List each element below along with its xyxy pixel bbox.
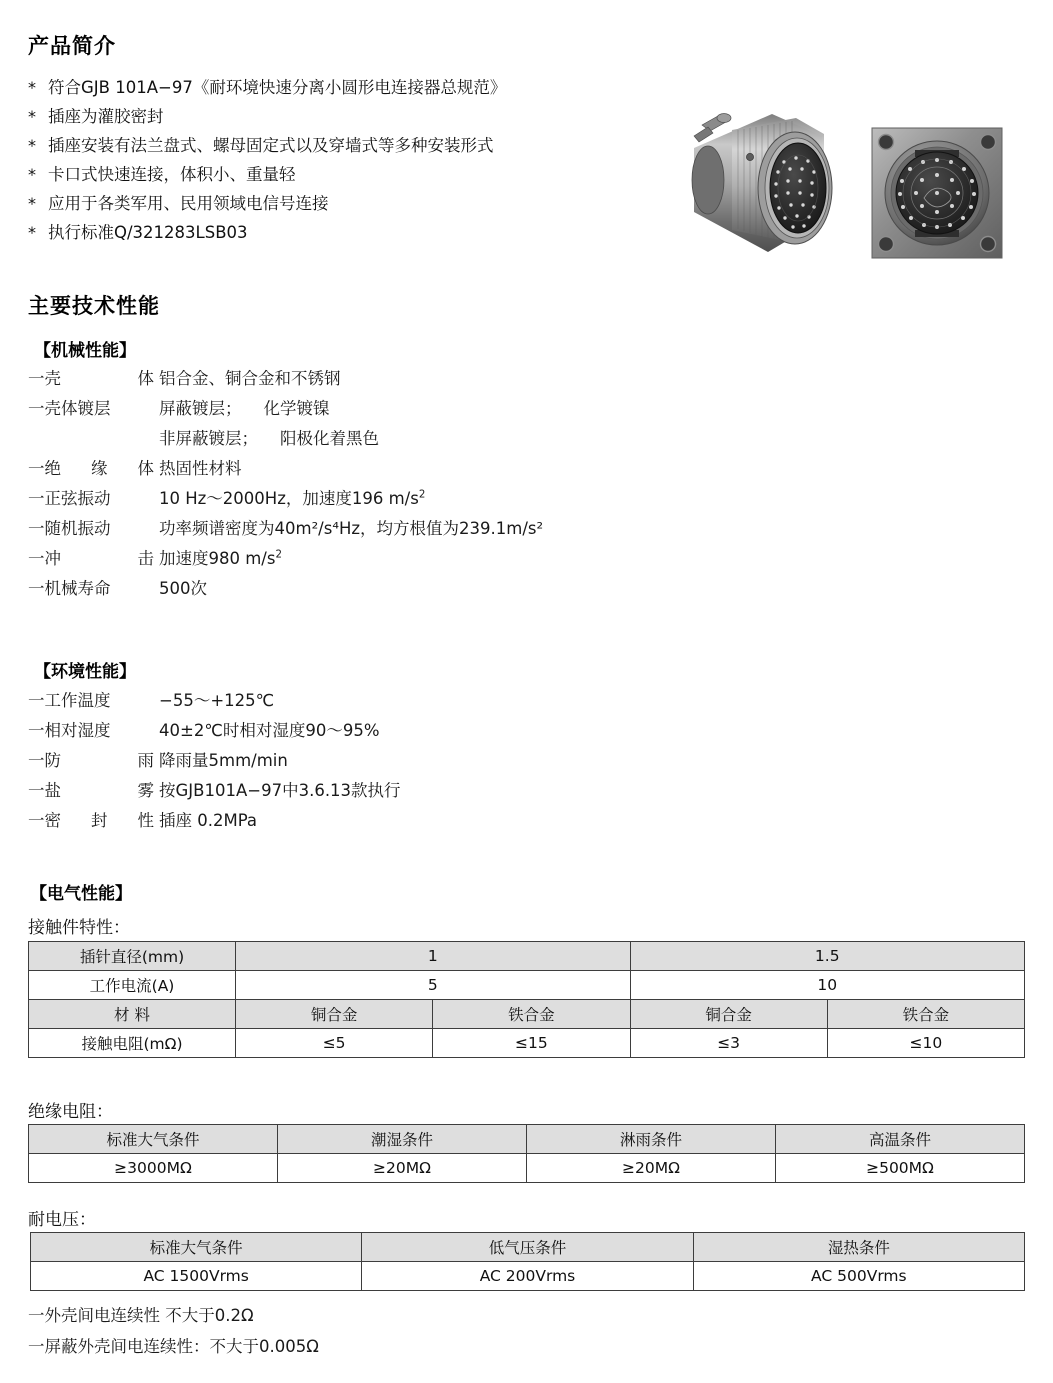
- table-header-cell: 工作电流(A): [29, 971, 236, 1000]
- spec-label: 一盐 雾: [28, 781, 154, 800]
- table-header-cell: 低气压条件: [362, 1233, 693, 1262]
- table-cell: ≤15: [433, 1029, 630, 1058]
- table-header-cell: 潮湿条件: [278, 1125, 527, 1154]
- spec-row: [28, 806, 401, 836]
- spec-label: 一随机振动: [28, 519, 111, 538]
- table-cell: AC 500Vrms: [693, 1262, 1024, 1291]
- table-row: [29, 1125, 1025, 1154]
- bullet-text: 符合GJB 101A−97《耐环境快速分离小圆形电连接器总规范》: [48, 78, 507, 97]
- table-row: [31, 1262, 1025, 1291]
- table-cell: ≤3: [630, 1029, 827, 1058]
- contact-characteristics-label: 接触件特性：: [28, 918, 130, 938]
- list-item: [28, 160, 648, 189]
- spec-value: 加速度980 $m/s^2$: [159, 549, 282, 568]
- table-cell: 1: [236, 942, 631, 971]
- spec-label: 一壳体镀层: [28, 399, 111, 418]
- spec-value: 热固性材料: [159, 459, 242, 478]
- table-cell: ≥20MΩ: [527, 1154, 776, 1183]
- spec-value: 500次: [159, 579, 207, 598]
- spec-value: 铝合金、铜合金和不锈钢: [159, 369, 341, 388]
- spec-label: 一相对湿度: [28, 721, 111, 740]
- spec-value: 按GJB101A−97中3.6.13款执行: [159, 781, 401, 800]
- subsection-title-environmental: 【环境性能】: [34, 662, 136, 682]
- bullet-star-icon: *: [28, 78, 36, 97]
- spec-label: 一冲 击: [28, 549, 154, 568]
- insulation-resistance-table: [28, 1124, 1025, 1183]
- spec-value: 40±2℃时相对湿度90～95%: [159, 721, 380, 740]
- spec-row: [28, 574, 543, 604]
- spec-value: −55～+125℃: [159, 691, 275, 710]
- table-row: [31, 1233, 1025, 1262]
- table-header-cell: 插针直径(mm): [29, 942, 236, 971]
- spec-row: [28, 394, 543, 424]
- bullet-text: 插座为灌胶密封: [48, 107, 164, 126]
- bullet-star-icon: *: [28, 136, 36, 155]
- section-title-technical: 主要技术性能: [28, 294, 160, 318]
- subsection-title-electrical: 【电气性能】: [30, 884, 132, 904]
- list-item: [28, 189, 648, 218]
- connector-photos-svg: [672, 100, 1042, 270]
- table-header-cell: 淋雨条件: [527, 1125, 776, 1154]
- table-row: [29, 971, 1025, 1000]
- spec-row: [28, 716, 401, 746]
- spec-row: [28, 514, 543, 544]
- connector-plug-photo: [692, 114, 832, 253]
- spec-row: [28, 424, 543, 454]
- table-cell: 10: [630, 971, 1025, 1000]
- bullet-text: 插座安装有法兰盘式、螺母固定式以及穿墙式等多种安装形式: [48, 136, 494, 155]
- spec-value: 屏蔽镀层； 化学镀镍: [159, 399, 330, 418]
- table-cell: 5: [236, 971, 631, 1000]
- list-item: [28, 102, 648, 131]
- table-cell: ≥20MΩ: [278, 1154, 527, 1183]
- insulation-resistance-label: 绝缘电阻：: [28, 1102, 113, 1122]
- subsection-title-mechanical: 【机械性能】: [34, 341, 136, 361]
- bullet-text: 卡口式快速连接，体积小、重量轻: [48, 165, 296, 184]
- spec-label: 一壳 体: [28, 369, 154, 388]
- table-header-cell: 标准大气条件: [29, 1125, 278, 1154]
- table-cell: 铜合金: [630, 1000, 827, 1029]
- spec-label: 一正弦振动: [28, 489, 111, 508]
- table-row: [29, 942, 1025, 971]
- table-header-cell: 材 料: [29, 1000, 236, 1029]
- table-cell: 铜合金: [236, 1000, 433, 1029]
- list-item: [28, 73, 648, 102]
- table-row: [29, 1000, 1025, 1029]
- bullet-text: 应用于各类军用、民用领域电信号连接: [48, 194, 329, 213]
- note-line: 一屏蔽外壳间电连续性：不大于0.005Ω: [28, 1337, 319, 1356]
- list-item: [28, 131, 648, 160]
- spec-value: 插座 0.2MPa: [159, 811, 258, 830]
- spec-row: [28, 364, 543, 394]
- environmental-spec-list: [28, 686, 401, 836]
- table-cell: ≤5: [236, 1029, 433, 1058]
- bullet-star-icon: *: [28, 194, 36, 213]
- bullet-text: 执行标准Q/321283LSB03: [48, 223, 248, 242]
- spec-row: [28, 454, 543, 484]
- spec-value: 10 Hz～2000Hz，加速度196 $m/s^2$: [159, 489, 426, 508]
- withstand-voltage-table: [30, 1232, 1025, 1291]
- spec-value: 非屏蔽镀层； 阳极化着黑色: [159, 429, 379, 448]
- table-cell: ≥3000MΩ: [29, 1154, 278, 1183]
- table-cell: AC 1500Vrms: [31, 1262, 362, 1291]
- table-cell: 1.5: [630, 942, 1025, 971]
- table-header-cell: 接触电阻(mΩ): [29, 1029, 236, 1058]
- spec-label: 一工作温度: [28, 691, 111, 710]
- bullet-star-icon: *: [28, 223, 36, 242]
- spec-label: [28, 424, 154, 454]
- bullet-star-icon: *: [28, 107, 36, 126]
- spec-row: [28, 544, 543, 574]
- spec-value: 降雨量5mm/min: [159, 751, 288, 770]
- product-photo-group: [672, 100, 1042, 270]
- intro-bullet-list: [28, 73, 648, 247]
- mechanical-spec-list: [28, 364, 543, 604]
- spec-label: 一绝 缘 体: [28, 459, 154, 478]
- bullet-star-icon: *: [28, 165, 36, 184]
- contact-characteristics-table: [28, 941, 1025, 1058]
- note-line: 一外壳间电连续性 不大于0.2Ω: [28, 1306, 254, 1325]
- table-cell: 铁合金: [827, 1000, 1024, 1029]
- spec-row: [28, 776, 401, 806]
- spec-row: [28, 686, 401, 716]
- table-row: [29, 1029, 1025, 1058]
- table-header-cell: 高温条件: [776, 1125, 1025, 1154]
- spec-value: 功率频谱密度为40m²/s⁴Hz，均方根值为239.1m/s²: [159, 519, 544, 538]
- spec-label: 一密 封 性: [28, 811, 154, 830]
- spec-row: [28, 484, 543, 514]
- table-cell: ≤10: [827, 1029, 1024, 1058]
- table-row: [29, 1154, 1025, 1183]
- section-title-intro: 产品简介: [28, 34, 116, 58]
- spec-label: 一防 雨: [28, 751, 154, 770]
- connector-receptacle-photo: [872, 128, 1002, 258]
- table-header-cell: 标准大气条件: [31, 1233, 362, 1262]
- table-header-cell: 湿热条件: [693, 1233, 1024, 1262]
- table-cell: ≥500MΩ: [776, 1154, 1025, 1183]
- spec-row: [28, 746, 401, 776]
- table-cell: AC 200Vrms: [362, 1262, 693, 1291]
- spec-label: 一机械寿命: [28, 579, 111, 598]
- table-cell: 铁合金: [433, 1000, 630, 1029]
- footer-note-list: [28, 1300, 319, 1362]
- withstand-voltage-label: 耐电压：: [28, 1210, 96, 1230]
- list-item: [28, 218, 648, 247]
